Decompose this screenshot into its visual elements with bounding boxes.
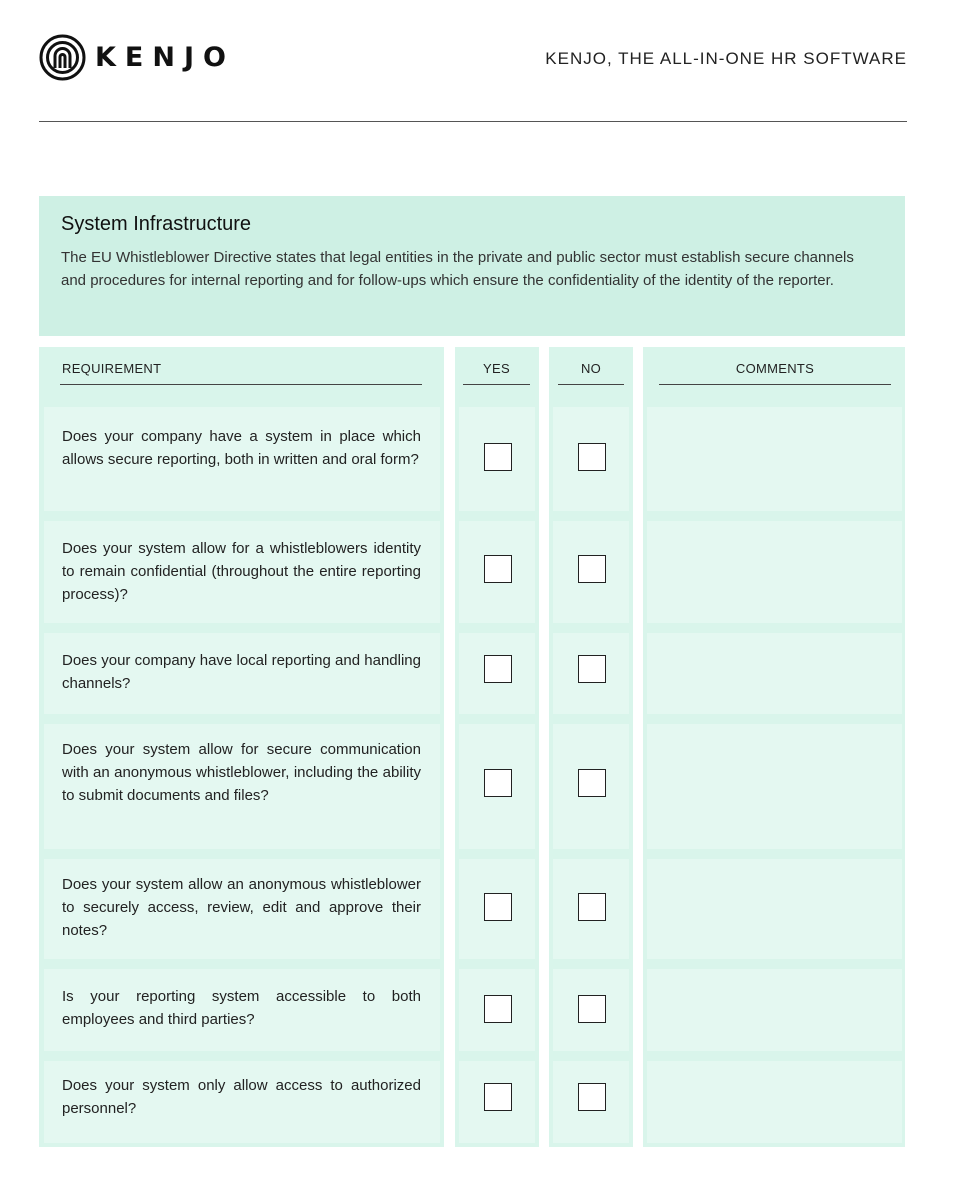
yes-checkbox[interactable] [484,655,512,683]
no-checkbox[interactable] [578,1083,606,1111]
requirement-question: Does your system allow an anonymous whistleblower to securely access, review, edit and approve their notes? [62,876,421,939]
row-7-comments-cell[interactable] [647,1061,902,1143]
row-1-comments-cell[interactable] [647,407,902,511]
yes-checkbox[interactable] [484,1083,512,1111]
logo-wordmark: KENJO [95,42,235,73]
no-checkbox[interactable] [578,769,606,797]
yes-header: YES [483,361,510,376]
row-2-comments-cell[interactable] [647,521,902,623]
row-4-comments-cell[interactable] [647,724,902,849]
requirement-question: Does your system allow for secure communication with an anonymous whistleblower, including the ability to submit documents and files? [62,741,421,804]
no-checkbox[interactable] [578,893,606,921]
comments-header-line [659,384,891,385]
requirement-question: Does your system allow for a whistleblowers identity to remain confidential (throughout the entire reporting process)? [62,540,421,603]
header-tagline: KENJO, THE ALL-IN-ONE HR SOFTWARE [545,49,907,68]
no-checkbox[interactable] [578,555,606,583]
requirement-question: Does your company have a system in place which allows secure reporting, both in written and oral form? [62,428,421,468]
no-checkbox[interactable] [578,655,606,683]
yes-checkbox[interactable] [484,995,512,1023]
no-header: NO [580,361,602,376]
comments-header: COMMENTS [735,361,815,376]
requirement-header-line [60,384,422,385]
requirement-question: Does your company have local reporting and handling channels? [62,652,421,692]
header-divider [39,121,907,122]
yes-checkbox[interactable] [484,893,512,921]
no-header-line [558,384,624,385]
yes-checkbox[interactable] [484,769,512,797]
requirement-header: REQUIREMENT [62,361,162,376]
requirement-question: Does your system only allow access to authorized personnel? [62,1077,421,1117]
no-checkbox[interactable] [578,995,606,1023]
page-header [39,34,907,82]
yes-header-line [463,384,530,385]
no-checkbox[interactable] [578,443,606,471]
kenjo-logo [39,34,235,81]
section-title: System Infrastructure [61,213,252,235]
row-6-comments-cell[interactable] [647,969,902,1051]
row-5-comments-cell[interactable] [647,859,902,959]
intro-panel [39,196,905,336]
kenjo-logo-icon [39,34,86,81]
section-description: The EU Whistleblower Directive states that legal entities in the private and public sector must establish secure channels and procedures for internal reporting and for follow-ups which ensure the confidentiality of the identity of the reporter. [61,249,854,289]
row-3-comments-cell[interactable] [647,633,902,714]
requirement-question: Is your reporting system accessible to both employees and third parties? [62,988,421,1028]
yes-checkbox[interactable] [484,555,512,583]
yes-checkbox[interactable] [484,443,512,471]
